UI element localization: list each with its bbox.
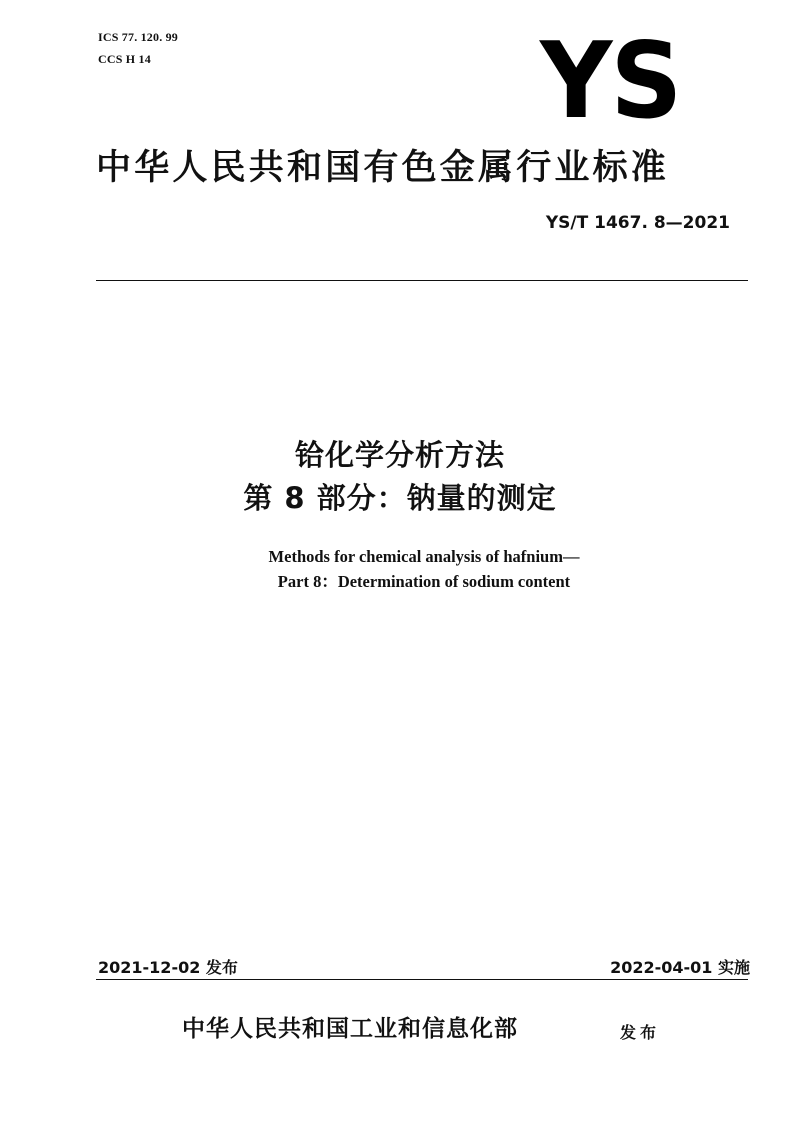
- standard-number: YS/T 1467. 8—2021: [545, 213, 730, 233]
- footer-divider: [96, 979, 748, 980]
- header-divider: [96, 280, 748, 281]
- ics-code: ICS 77. 120. 99: [98, 30, 179, 44]
- issue-date: 2021-12-02 发布: [98, 958, 238, 977]
- ccs-code: CCS H 14: [98, 52, 151, 66]
- standard-category-title: 中华人民共和国有色金属行业标准: [96, 148, 670, 188]
- english-title-line-1: Methods for chemical analysis of hafnium—: [268, 547, 580, 566]
- chinese-title-line-1: 铪化学分析方法: [294, 438, 505, 472]
- issuing-label: 发布: [620, 1023, 661, 1042]
- ys-logo: YS: [540, 19, 681, 142]
- effective-date: 2022-04-01 实施: [610, 958, 750, 977]
- chinese-title-line-2: 第 8 部分：钠量的测定: [243, 481, 557, 515]
- english-title-line-2: Part 8：Determination of sodium content: [277, 572, 571, 591]
- issuing-authority: 中华人民共和国工业和信息化部: [182, 1016, 518, 1041]
